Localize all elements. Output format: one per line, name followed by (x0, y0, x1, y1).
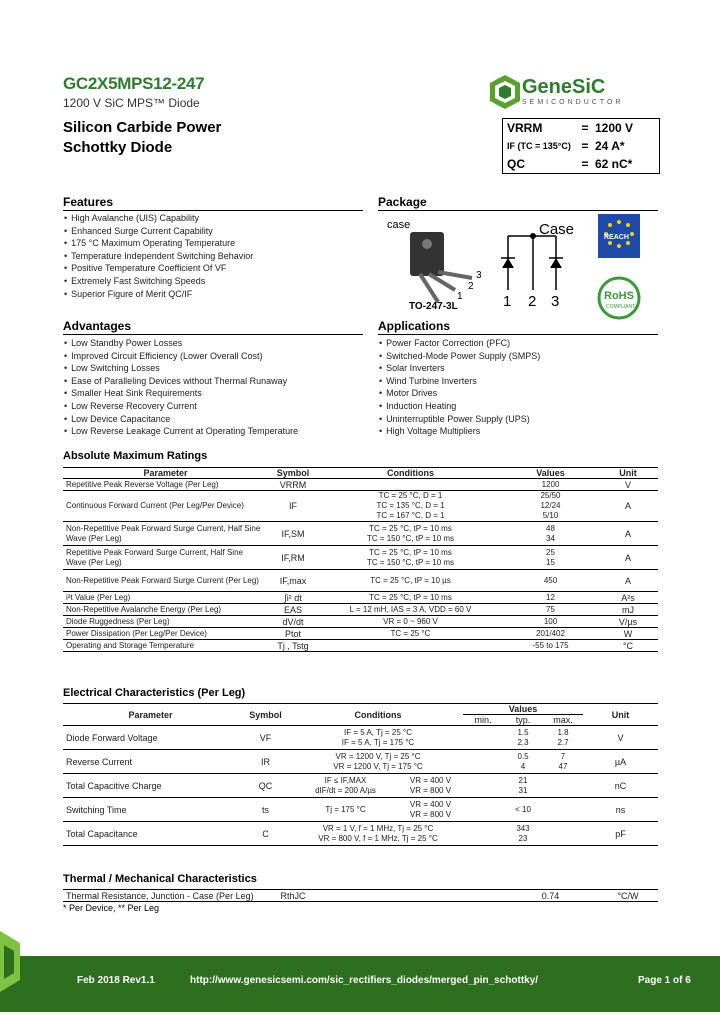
table-cell: A (624, 552, 631, 563)
table-cell: Diode Ruggedness (Per Leg) (66, 616, 170, 626)
table-cell: IF,RM (281, 552, 305, 563)
column-header: Values (536, 468, 565, 478)
advantages-heading: Advantages (63, 319, 132, 333)
table-cell: ns (615, 804, 626, 815)
table-cell (463, 822, 503, 846)
package-name: TO-247-3L (409, 301, 458, 312)
column-header: Conditions (387, 468, 434, 478)
ec-heading: Electrical Characteristics (Per Leg) (63, 687, 246, 699)
table-cell: A²s (621, 592, 635, 603)
table-row (63, 774, 658, 798)
list-item: • High Voltage Multipliers (379, 425, 659, 438)
table-cell: VR = 1 V, f = 1 MHz, Tj = 25 °C VR = 800 V, f = 1 MHz, Tj = 25 °C (318, 823, 438, 843)
list-item: • Extremely Fast Switching Speeds (64, 275, 364, 288)
table-cell: IF (289, 501, 297, 511)
list-item: • Temperature Independent Switching Behavior (64, 250, 364, 263)
features-heading: Features (63, 195, 114, 209)
to247-package-icon (400, 228, 490, 308)
table-cell (463, 774, 503, 798)
list-item: • Improved Circuit Efficiency (Lower Overall Cost) (64, 350, 369, 363)
table-cell: A (624, 575, 631, 586)
table-cell: ts (261, 804, 269, 815)
table-cell: Total Capacitive Charge (66, 780, 162, 791)
table-cell: TC = 25 °C, tP = 10 ms (369, 592, 452, 602)
part-subtitle: 1200 V SiC MPS™ Diode (63, 96, 200, 110)
advantages-list (64, 337, 369, 438)
divider (63, 210, 363, 211)
table-cell: 75 (546, 604, 555, 614)
table-cell: 1.8 2.7 (557, 727, 569, 747)
list-item: • Power Factor Correction (PFC) (379, 337, 659, 350)
list-item: • 175 °C Maximum Operating Temperature (64, 237, 364, 250)
table-cell: pF (615, 828, 626, 839)
list-item: • High Avalanche (UIS) Capability (64, 212, 364, 225)
part-number: GC2X5MPS12-247 (63, 74, 205, 93)
column-header: typ. (503, 715, 543, 726)
table-cell: V (617, 732, 624, 743)
footer-page: Page 1 of 6 (638, 975, 691, 986)
table-cell: Total Capacitance (66, 828, 138, 839)
table-cell: 1200 (541, 479, 560, 489)
table-cell: VR = 1200 V, Tj = 25 °C VR = 1200 V, Tj = 175 °C (333, 751, 423, 771)
list-item: • Smaller Heat Sink Requirements (64, 387, 369, 400)
table-cell: RthJC (280, 890, 306, 901)
column-header: max. (543, 715, 583, 726)
table-cell: Non-Repetitive Peak Forward Surge Current (Per Leg) (66, 575, 259, 585)
footnote: * Per Device, ** Per Leg (63, 903, 160, 913)
pin-label: 2 (468, 281, 474, 292)
pin-label: 3 (476, 270, 482, 281)
title-line-2: Schottky Diode (63, 139, 173, 156)
column-header: Parameter (63, 704, 238, 726)
table-cell: VRRM (279, 479, 307, 490)
table-cell (543, 774, 583, 798)
column-header: Conditions (293, 704, 463, 726)
table-cell: VF (259, 732, 272, 743)
table-cell: V (624, 479, 631, 490)
table-cell: TC = 25 °C, tP = 10 ms TC = 150 °C, tP = 10 ms (366, 523, 455, 543)
table-cell: IF ≤ IF,MAX dIF/dt = 200 A/µs (315, 775, 376, 795)
divider (378, 210, 658, 211)
table-cell: dV/dt (282, 616, 304, 627)
footer-url[interactable]: http://www.genesicsemi.com/sic_rectifiers_diodes/merged_pin_schottky/ (190, 975, 539, 986)
list-item: • Ease of Paralleling Devices without Thermal Runaway (64, 375, 369, 388)
table-cell: nC (614, 780, 627, 791)
table-cell: ∫i² dt (284, 592, 302, 603)
table-cell: 1.5 2.3 (517, 727, 529, 747)
table-cell: °C/W (617, 890, 639, 901)
table-cell: Repetitive Peak Reverse Voltage (Per Leg) (66, 479, 219, 489)
list-item: • Low Switching Losses (64, 362, 369, 375)
table-cell: TC = 25 °C, tP = 10 ms TC = 150 °C, tP = 10 ms (366, 547, 455, 567)
column-header: Values (508, 704, 538, 714)
list-item: • Low Reverse Recovery Current (64, 400, 369, 413)
ec-table (63, 703, 658, 846)
table-cell: EAS (283, 604, 302, 615)
table-cell: TC = 25 °C (390, 628, 431, 638)
thermal-table (63, 889, 658, 902)
table-cell: 25/50 12/24 5/10 (540, 491, 561, 520)
key-specs-box (502, 118, 660, 174)
applications-list (379, 337, 659, 438)
table-row (63, 522, 658, 546)
table-cell: Tj , Tstg (277, 640, 309, 651)
table-cell: C (262, 828, 269, 839)
pin-number: 1 (503, 293, 512, 310)
table-cell: Continuous Forward Current (Per Leg/Per Device) (66, 501, 244, 510)
table-cell: A (624, 528, 631, 539)
table-row (63, 726, 658, 750)
table-cell: °C (622, 640, 634, 651)
table-cell: Non-Repetitive Peak Forward Surge Current, Half Sine Wave (Per Leg) (66, 523, 261, 543)
table-cell: 100 (543, 616, 558, 626)
spec-row: IF (TC = 135°C) = 24 A* (507, 139, 625, 153)
table-cell (543, 822, 583, 846)
table-cell (543, 798, 583, 822)
table-cell: Non-Repetitive Avalanche Energy (Per Leg) (66, 604, 222, 614)
table-cell: VR = 0 ~ 960 V (383, 616, 438, 626)
table-cell: Operating and Storage Temperature (66, 640, 194, 650)
table-cell: mJ (622, 604, 634, 615)
table-row (63, 592, 658, 604)
footer-date: Feb 2018 Rev1.1 (77, 975, 155, 986)
table-cell: Repetitive Peak Forward Surge Current, Half Sine Wave (Per Leg) (66, 547, 243, 567)
table-cell: 7 47 (558, 751, 568, 771)
list-item: • Uninterruptible Power Supply (UPS) (379, 413, 659, 426)
package-heading: Package (378, 195, 427, 209)
list-item: • Low Standby Power Losses (64, 337, 369, 350)
column-header: Unit (619, 468, 637, 478)
table-cell: A (624, 501, 631, 511)
table-cell: IR (261, 756, 270, 767)
table-cell: Ptot (284, 628, 301, 639)
column-header: Symbol (276, 468, 310, 478)
corner-hexagon-icon (0, 925, 50, 1015)
table-cell (463, 798, 503, 822)
table-row (63, 750, 658, 774)
table-cell (463, 726, 503, 750)
genesic-logo-icon (488, 74, 522, 110)
table-cell: i²t Value (Per Leg) (66, 592, 131, 602)
case-label: case (387, 219, 411, 231)
divider (378, 334, 658, 335)
column-header: Symbol (238, 704, 293, 726)
table-cell: Switching Time (66, 804, 127, 815)
title-line-1: Silicon Carbide Power (63, 119, 222, 136)
rohs-subtext: COMPLIANT (606, 304, 636, 310)
table-cell: 48 34 (546, 523, 555, 543)
column-header: min. (463, 715, 503, 726)
table-row (63, 628, 658, 640)
table-cell (318, 479, 503, 491)
pin-number: 2 (528, 293, 537, 310)
table-cell: W (623, 628, 633, 639)
table-cell: -55 to 175 (532, 640, 569, 650)
list-item: • Positive Temperature Coefficient Of VF (64, 262, 364, 275)
pin-label: 1 (457, 291, 463, 302)
table-row (63, 491, 658, 522)
list-item: • Superior Figure of Merit QC/IF (64, 288, 364, 301)
amr-heading: Absolute Maximum Ratings (63, 450, 208, 462)
list-item: • Enhanced Surge Current Capability (64, 225, 364, 238)
list-item: • Induction Heating (379, 400, 659, 413)
table-cell: 0.5 4 (517, 751, 529, 771)
table-cell: 21 31 (518, 775, 528, 795)
table-cell: L = 12 mH, IAS = 3 A, VDD = 60 V (349, 604, 472, 614)
table-cell: QC (258, 780, 273, 791)
table-cell: IF,max (279, 575, 307, 586)
table-cell: 450 (543, 575, 558, 585)
table-cell: Reverse Current (66, 756, 133, 767)
spec-row: VRRM = 1200 V (507, 121, 634, 135)
pin-number: 3 (551, 293, 560, 310)
table-cell: Thermal Resistance, Junction - Case (Per Leg) (66, 890, 254, 901)
table-cell: Tj = 175 °C (325, 804, 366, 814)
table-header-row (63, 468, 658, 479)
logo-subtext: SEMICONDUCTOR (522, 99, 624, 106)
table-cell: IF,SM (281, 528, 305, 539)
page-title (63, 118, 303, 158)
diode-schematic-icon (496, 228, 576, 296)
list-item: • Wind Turbine Inverters (379, 375, 659, 388)
table-cell: 0.74 (541, 890, 560, 901)
amr-table (63, 467, 658, 652)
column-header: Unit (583, 704, 658, 726)
table-cell: 25 15 (546, 547, 555, 567)
table-cell (318, 640, 503, 652)
list-item: • Motor Drives (379, 387, 659, 400)
reach-text: REACH (604, 234, 629, 241)
table-cell (463, 750, 503, 774)
list-item: • Low Reverse Leakage Current at Operating Temperature (64, 425, 369, 438)
table-row (63, 822, 658, 846)
table-header-row (63, 704, 658, 715)
table-cell: TC = 25 °C, tP = 10 µs (370, 575, 451, 585)
list-item: • Low Device Capacitance (64, 413, 369, 426)
table-cell: Diode Forward Voltage (66, 732, 158, 743)
table-cell: IF = 5 A, Tj = 25 °C IF = 5 A, Tj = 175 °C (341, 727, 415, 747)
table-cell: 12 (546, 592, 555, 602)
list-item: • Solar Inverters (379, 362, 659, 375)
features-list (64, 212, 364, 300)
table-cell: TC = 25 °C, D = 1 TC = 135 °C, D = 1 TC = 167 °C, D = 1 (376, 491, 445, 520)
table-cell: Power Dissipation (Per Leg/Per Device) (66, 628, 207, 638)
column-header: Parameter (143, 468, 188, 478)
table-row (63, 890, 658, 902)
table-row (63, 604, 658, 616)
table-cell: 343 23 (516, 823, 530, 843)
rohs-text: RoHS (604, 290, 634, 302)
table-row (63, 546, 658, 570)
table-cell: < 10 (515, 804, 531, 814)
table-cell: V/µs (618, 616, 638, 627)
table-cell: VR = 400 V VR = 800 V (409, 799, 452, 819)
thermal-heading: Thermal / Mechanical Characteristics (63, 873, 257, 885)
list-item: • Switched-Mode Power Supply (SMPS) (379, 350, 659, 363)
table-cell: 201/402 (536, 628, 565, 638)
spec-row: QC = 62 nC* (507, 157, 633, 171)
logo-text: GeneSiC (522, 76, 606, 98)
table-row (63, 570, 658, 592)
divider (63, 334, 363, 335)
table-row (63, 479, 658, 491)
case-label-schematic: Case (539, 221, 575, 238)
applications-heading: Applications (378, 319, 451, 333)
table-row (63, 616, 658, 628)
table-cell: VR = 400 V VR = 800 V (409, 775, 452, 795)
table-row (63, 798, 658, 822)
table-cell: µA (614, 756, 627, 767)
table-row (63, 640, 658, 652)
